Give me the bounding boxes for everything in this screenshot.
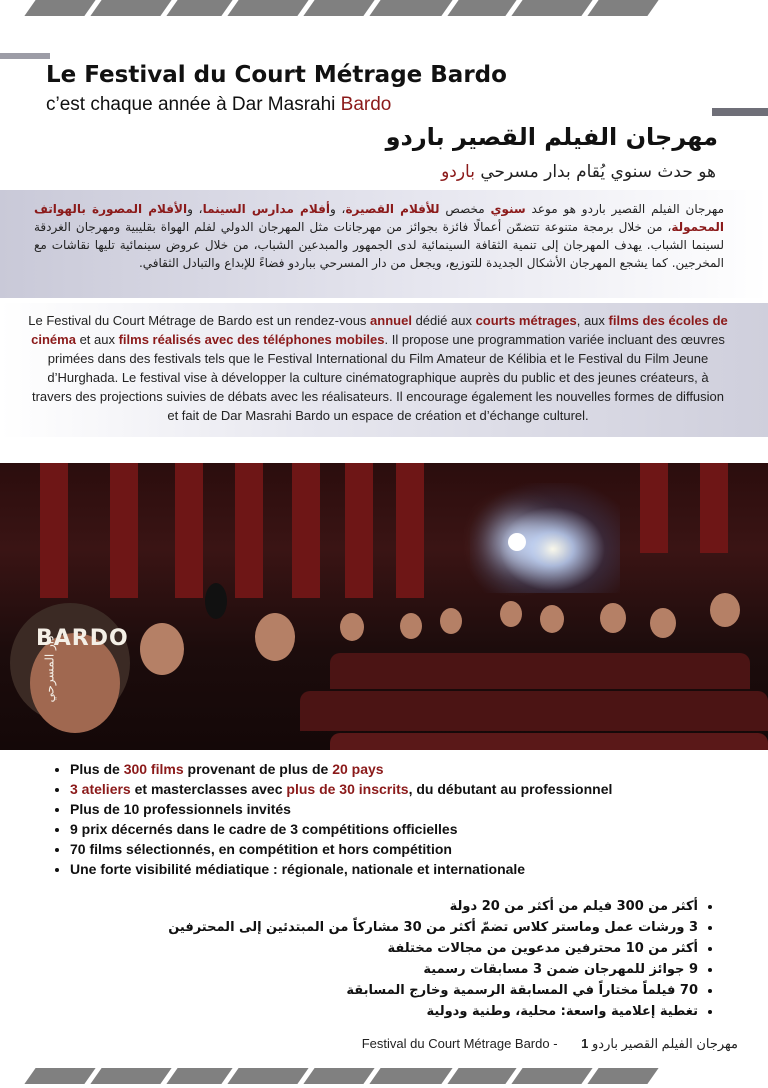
logo-text: BARDO	[36, 626, 129, 651]
page-title-fr: Le Festival du Court Métrage Bardo	[46, 62, 507, 88]
page-title-ar: مهرجان الفيلم القصير باردو	[385, 123, 718, 151]
cinema-audience-photo	[0, 463, 768, 750]
highlight-item-ar: • أكثر من 300 فيلم من أكثر من 20 دولة	[18, 896, 698, 917]
audience-face	[140, 623, 184, 675]
subtitle-fr-highlight: Bardo	[340, 94, 392, 115]
top-decoration	[30, 0, 659, 16]
highlight-value: 3 ateliers	[70, 781, 131, 797]
highlights-list-fr	[42, 759, 768, 879]
bottom-decoration	[30, 1068, 659, 1084]
intro-fr-highlight-3: films des écoles de cinéma	[31, 313, 728, 347]
bardo-logo	[36, 626, 129, 738]
intro-ar-text-1: مهرجان الفيلم القصير باردو هو موعد	[525, 202, 725, 216]
curtain-panel	[700, 463, 728, 553]
footer	[362, 1036, 738, 1052]
curtain-panel	[292, 463, 320, 598]
highlight-item-ar: • تغطية إعلامية واسعة: محلية، وطنية ودولية	[18, 1001, 698, 1022]
phone	[205, 583, 227, 619]
highlight-text: Plus de 10 professionnels invités	[70, 801, 291, 817]
intro-fr-text-4: et aux	[75, 332, 119, 347]
intro-ar-highlight-4: الأفلام المصورة بالهواتف المحمولة	[34, 202, 724, 234]
highlight-value: 20 pays	[332, 761, 384, 777]
highlight-item-fr	[70, 819, 768, 839]
intro-paragraph-ar	[34, 200, 724, 272]
intro-ar-text-3: ، و	[329, 202, 346, 216]
intro-fr-highlight-2: courts métrages	[475, 313, 577, 328]
projector-light	[508, 533, 526, 551]
curtain-panel	[345, 463, 373, 598]
audience-face	[500, 601, 522, 627]
subtitle-ar-highlight: باردو	[441, 162, 475, 182]
subtitle-fr-text: c’est chaque année à Dar Masrahi	[46, 94, 341, 115]
logo-text-ar: دار المسرحي	[42, 635, 57, 703]
highlight-item-fr	[70, 779, 768, 799]
highlight-text: 9 prix décernés dans le cadre de 3 compétitions officielles	[70, 821, 458, 837]
highlights-list-ar	[18, 896, 726, 1022]
intro-ar-highlight-3: أفلام مدارس السينما	[202, 202, 330, 216]
intro-ar-text-4: ، و	[187, 202, 203, 216]
intro-ar-text-2: مخصص	[439, 202, 491, 216]
intro-fr-text-2: dédié aux	[411, 313, 476, 328]
highlight-item-fr	[70, 799, 768, 819]
intro-fr-text-1: Le Festival du Court Métrage de Bardo est un rendez-vous	[28, 313, 371, 328]
intro-fr-highlight-4: films réalisés avec des téléphones mobiles	[118, 332, 385, 347]
highlight-text: 70 films sélectionnés, en compétition et hors compétition	[70, 841, 452, 857]
page-number: 1	[581, 1036, 589, 1051]
footer-text: Festival du Court Métrage Bardo - مهرجان الفيلم القصير باردو	[361, 1036, 738, 1051]
intro-fr-text-5: . Il propose une programmation variée incluant des œuvres primées dans des festivals tels que le Festival International du Film Amateur de Kélibia et le Festival du Film Jeune d’Hurghada. Le festival vise à développer la culture cinématographique auprès du public et des jeunes créateurs, à travers des projections suivies de débats avec les réalisateurs. Il encourage également les nouvelles formes de diffusion et fait de Dar Masrahi Bardo un espace de création et d’échange culturel.	[31, 332, 725, 423]
left-accent-bar	[0, 53, 50, 59]
curtain-panel	[396, 463, 424, 598]
intro-fr-highlight-1: annuel	[370, 313, 412, 328]
intro-panel-fr	[0, 303, 768, 437]
audience-face	[400, 613, 422, 639]
highlight-value: 300 films	[123, 761, 184, 777]
header	[46, 62, 726, 116]
intro-paragraph-fr	[28, 311, 728, 425]
audience-face	[600, 603, 626, 633]
audience-face	[710, 593, 740, 627]
highlight-value: plus de 30 inscrits	[286, 781, 409, 797]
highlight-item-ar: • 70 فيلماً مختاراً في المسابقة الرسمية وخارج المسابقة	[18, 980, 698, 1001]
highlight-item-fr	[70, 759, 768, 779]
seat-row	[300, 691, 768, 731]
intro-panel-ar	[0, 190, 768, 298]
highlight-item-fr	[70, 859, 768, 879]
highlight-item-fr	[70, 839, 768, 859]
audience-face	[650, 608, 676, 638]
audience-face	[540, 605, 564, 633]
intro-ar-highlight-2: للأفلام القصيرة	[345, 202, 440, 216]
highlight-text: Plus de	[70, 761, 124, 777]
intro-fr-text-3: , aux	[576, 313, 609, 328]
audience-face	[255, 613, 295, 661]
seat-row	[330, 733, 768, 750]
curtain-panel	[40, 463, 68, 598]
intro-ar-text-5: ، من خلال برمجة متنوعة تتضمّن أعمالًا فائزة بجوائز من مهرجانات مثل المهرجان الدولي لفلم الهواة بقليبية ومهرجان الغردقة لسينما الشباب. يهدف المهرجان إلى تنمية الثقافة السينمائية لدى الجمهور والمبدعين الشباب، من خلال عروض سينمائية تليها نقاشات مع المخرجين. كما يشجع المهرجان الأشكال الجديدة للتوزيع، ويجعل من دار المسرحي بباردو فضاءً للإبداع والتبادل الثقافي.	[34, 220, 724, 270]
subtitle-fr	[46, 94, 726, 116]
curtain-panel	[640, 463, 668, 553]
highlight-item-ar: • 9 جوائز للمهرجان ضمن 3 مسابقات رسمية	[18, 959, 698, 980]
projection-screen	[470, 483, 620, 593]
curtain-panel	[235, 463, 263, 598]
highlight-text: Une forte visibilité médiatique : régionale, nationale et internationale	[70, 861, 526, 877]
curtain-panel	[175, 463, 203, 598]
subtitle-ar-text: هو حدث سنوي يُقام بدار مسرحي	[474, 162, 716, 182]
highlight-item-ar: • أكثر من 10 محترفين مدعوين من مجالات مختلفة	[18, 938, 698, 959]
highlight-text: provenant de plus de	[183, 761, 333, 777]
highlight-text: , du débutant au professionnel	[408, 781, 613, 797]
curtain-panel	[110, 463, 138, 598]
highlight-item-ar: • 3 ورشات عمل وماستر كلاس تضمّ أكثر من 30 مشاركاً من المبتدئين إلى المحترفين	[18, 917, 698, 938]
intro-ar-highlight-1: سنوي	[490, 202, 526, 216]
seat-row	[330, 653, 750, 689]
highlight-text: et masterclasses avec	[130, 781, 287, 797]
subtitle-ar	[441, 162, 716, 182]
audience-face	[440, 608, 462, 634]
audience-face	[340, 613, 364, 641]
